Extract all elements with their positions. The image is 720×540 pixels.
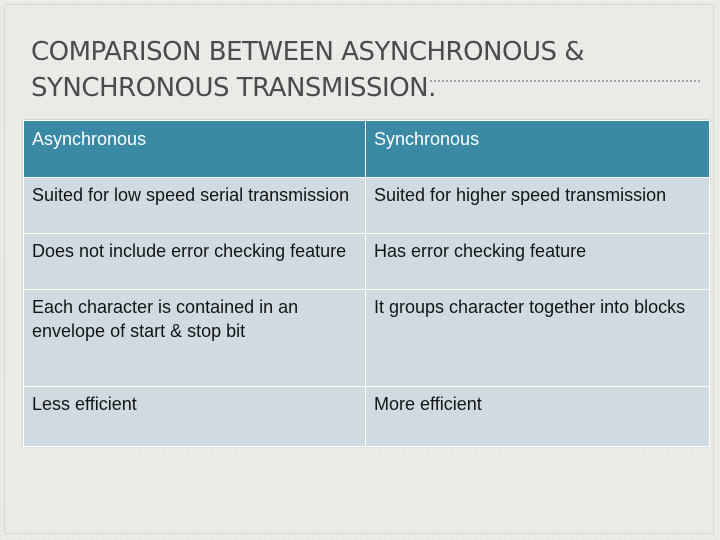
table-cell-asynchronous: Less efficient <box>24 387 366 447</box>
header-synchronous: Synchronous <box>366 121 710 178</box>
table-cell-asynchronous: Each character is contained in an envelope of start & stop bit <box>24 290 366 387</box>
slide-title: COMPARISON BETWEEN ASYNCHRONOUS & SYNCHRONOUS TRANSMISSION. <box>31 37 585 103</box>
title-divider <box>430 80 700 82</box>
table-cell-synchronous: Has error checking feature <box>366 234 710 290</box>
table-header-row <box>24 121 710 178</box>
table-cell-synchronous: Suited for higher speed transmission <box>366 178 710 234</box>
table-row <box>24 178 710 234</box>
comparison-table-container <box>23 120 709 446</box>
table-cell-synchronous: More efficient <box>366 387 710 447</box>
header-asynchronous: Asynchronous <box>24 121 366 178</box>
comparison-table <box>23 120 710 447</box>
table-cell-asynchronous: Does not include error checking feature <box>24 234 366 290</box>
table-row <box>24 290 710 387</box>
table-row <box>24 387 710 447</box>
table-cell-synchronous: It groups character together into blocks <box>366 290 710 387</box>
table-row <box>24 234 710 290</box>
table-cell-asynchronous: Suited for low speed serial transmission <box>24 178 366 234</box>
